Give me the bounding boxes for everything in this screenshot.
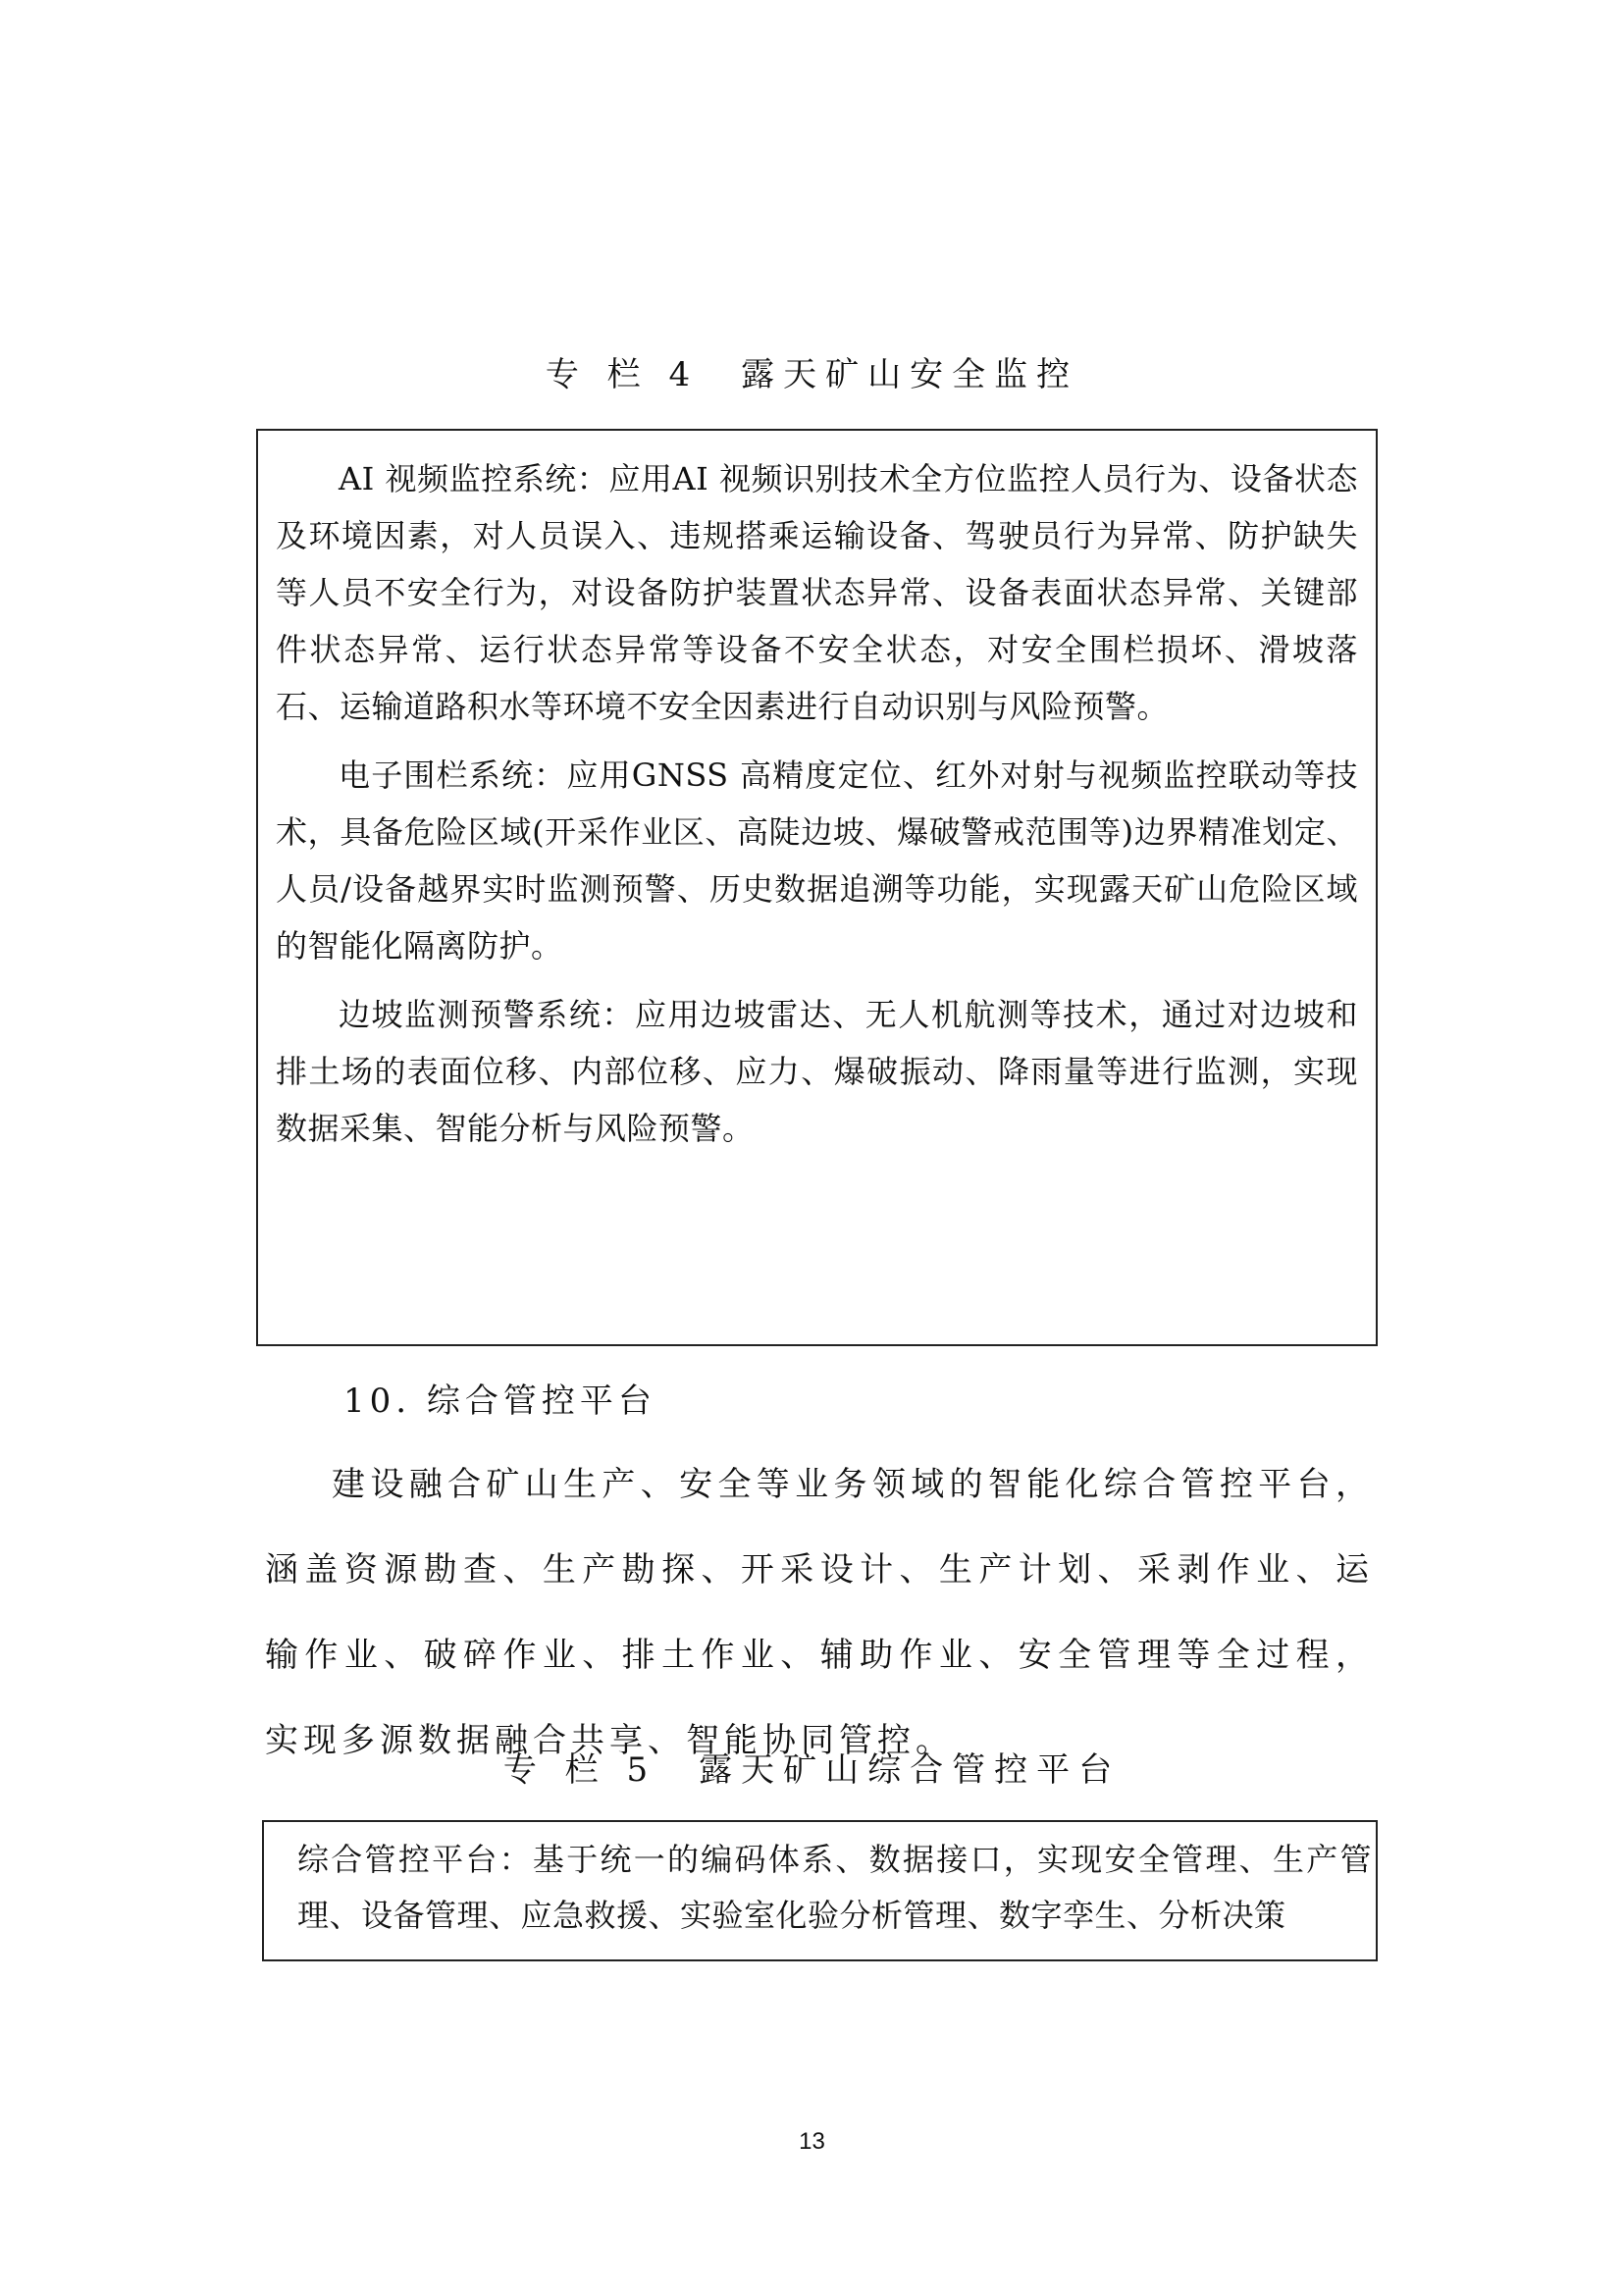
page-number: 13 bbox=[799, 2128, 825, 2155]
section-heading: 10. 综合管控平台 bbox=[343, 1382, 656, 1421]
section-paragraph: 建设融合矿山生产、安全等业务领域的智能化综合管控平台，涵盖资源勘查、生产勘探、开采设计、生产计划、采剥作业、运输作业、破碎作业、排土作业、辅助作业、安全管理等全过程，实现多源数据融合共享、智能协同管控。 bbox=[265, 1465, 1374, 1760]
box5-frame bbox=[262, 1820, 1378, 1961]
box5-paragraph: 综合管控平台：基于统一的编码体系、数据接口，实现安全管理、生产管理、设备管理、应急救援、实验室化验分析管理、数字孪生、分析决策 bbox=[297, 1841, 1372, 1934]
box4-paragraph-ai-video: AI 视频监控系统：应用AI 视频识别技术全方位监控人员行为、设备状态及环境因素，对人员误入、违规搭乘运输设备、驾驶员行为异常、防护缺失等人员不安全行为，对设备防护装置状态异常、设备表面状态异常、关键部件状态异常、运行状态异常等设备不安全状态，对安全围栏损坏、滑坡落石、运输道路积水等环境不安全因素进行自动识别与风险预警。 bbox=[276, 460, 1358, 725]
box4-frame bbox=[256, 429, 1378, 1346]
box4-paragraph-geofence: 电子围栏系统：应用GNSS 高精度定位、红外对射与视频监控联动等技术，具备危险区域(开采作业区、高陡边坡、爆破警戒范围等)边界精准划定、人员/设备越界实时监测预警、历史数据追溯等功能，实现露天矿山危险区域的智能化隔离防护。 bbox=[276, 756, 1358, 965]
box4-title: 专 栏 4 露天矿山安全监控 bbox=[545, 355, 1079, 394]
box4-paragraph-slope-monitoring: 边坡监测预警系统：应用边坡雷达、无人机航测等技术，通过对边坡和排土场的表面位移、内部位移、应力、爆破振动、降雨量等进行监测，实现数据采集、智能分析与风险预警。 bbox=[276, 996, 1358, 1147]
box5-title: 专 栏 5 露天矿山综合管控平台 bbox=[502, 1750, 1122, 1790]
